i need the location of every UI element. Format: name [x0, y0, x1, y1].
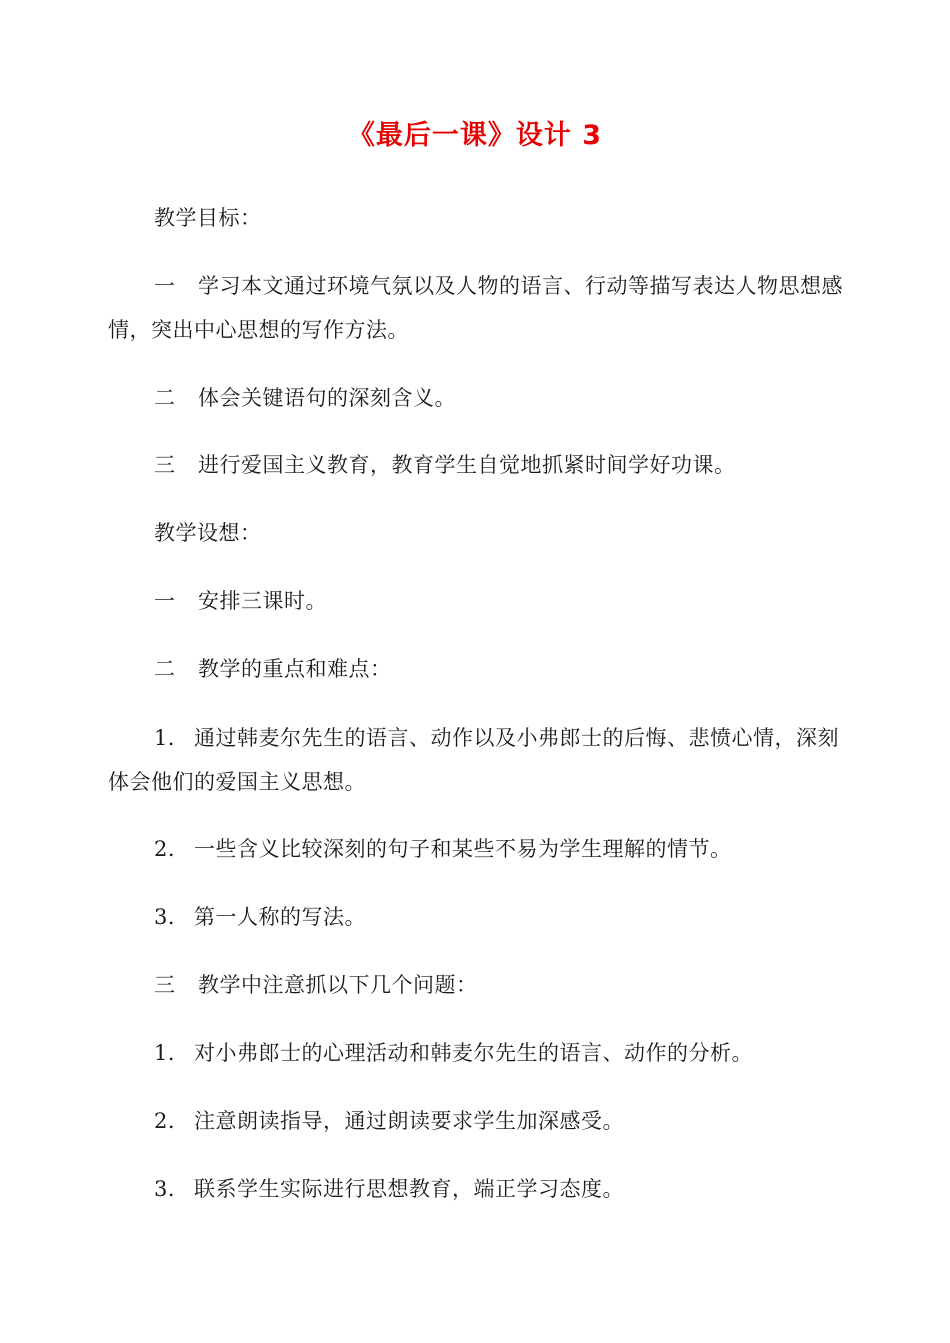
- issue-text: 联系学生实际进行思想教育，端正学习态度。: [194, 1177, 624, 1201]
- goal-text: 进行爱国主义教育，教育学生自觉地抓紧时间学好功课。: [198, 453, 736, 477]
- goal-item-1: [108, 264, 848, 352]
- document-title: 《最后一课》设计 3: [347, 120, 603, 151]
- goal-text-line1: 学习本文通过环境气氛以及人物的语言、行动等描写表达人物思想感: [198, 274, 843, 298]
- key-point-text-line1: 通过韩麦尔先生的语言、动作以及小弗郎士的后悔、悲愤心情，深刻: [194, 726, 839, 750]
- goal-marker: 三: [154, 453, 176, 477]
- plan-marker: 二: [154, 657, 176, 681]
- goal-text-line2: 情，突出中心思想的写作方法。: [108, 318, 409, 342]
- issue-item-1: [108, 1031, 848, 1075]
- key-point-2: [108, 827, 848, 871]
- key-point-text: 一些含义比较深刻的句子和某些不易为学生理解的情节。: [194, 837, 732, 861]
- goal-marker: 一: [154, 274, 176, 298]
- issue-number: 3．: [154, 1177, 190, 1201]
- plan-text: 教学中注意抓以下几个问题：: [198, 973, 478, 997]
- goal-text: 体会关键语句的深刻含义。: [198, 386, 456, 410]
- key-point-number: 1．: [154, 726, 190, 750]
- goal-item-3: [108, 443, 848, 487]
- plan-marker: 三: [154, 973, 176, 997]
- issue-number: 1．: [154, 1041, 190, 1065]
- key-point-text-line2: 体会他们的爱国主义思想。: [108, 770, 366, 794]
- key-point-text: 第一人称的写法。: [194, 905, 366, 929]
- plan-marker: 一: [154, 589, 176, 613]
- goal-item-2: [108, 376, 848, 420]
- issue-number: 2．: [154, 1109, 190, 1133]
- key-point-1: [108, 716, 848, 804]
- goal-marker: 二: [154, 386, 176, 410]
- issue-item-2: [108, 1099, 848, 1143]
- plan-item-3: [108, 963, 848, 1007]
- issue-item-3: [108, 1167, 848, 1211]
- key-point-3: [108, 895, 848, 939]
- plan-text: 安排三课时。: [198, 589, 327, 613]
- key-point-number: 3．: [154, 905, 190, 929]
- teaching-goals-heading: 教学目标：: [154, 206, 262, 230]
- plan-item-1: [108, 579, 848, 623]
- teaching-plan-heading: 教学设想：: [154, 521, 262, 545]
- key-point-number: 2．: [154, 837, 190, 861]
- plan-item-2: [108, 647, 848, 691]
- plan-text: 教学的重点和难点：: [198, 657, 392, 681]
- issue-text: 注意朗读指导，通过朗读要求学生加深感受。: [194, 1109, 624, 1133]
- issue-text: 对小弗郎士的心理活动和韩麦尔先生的语言、动作的分析。: [194, 1041, 753, 1065]
